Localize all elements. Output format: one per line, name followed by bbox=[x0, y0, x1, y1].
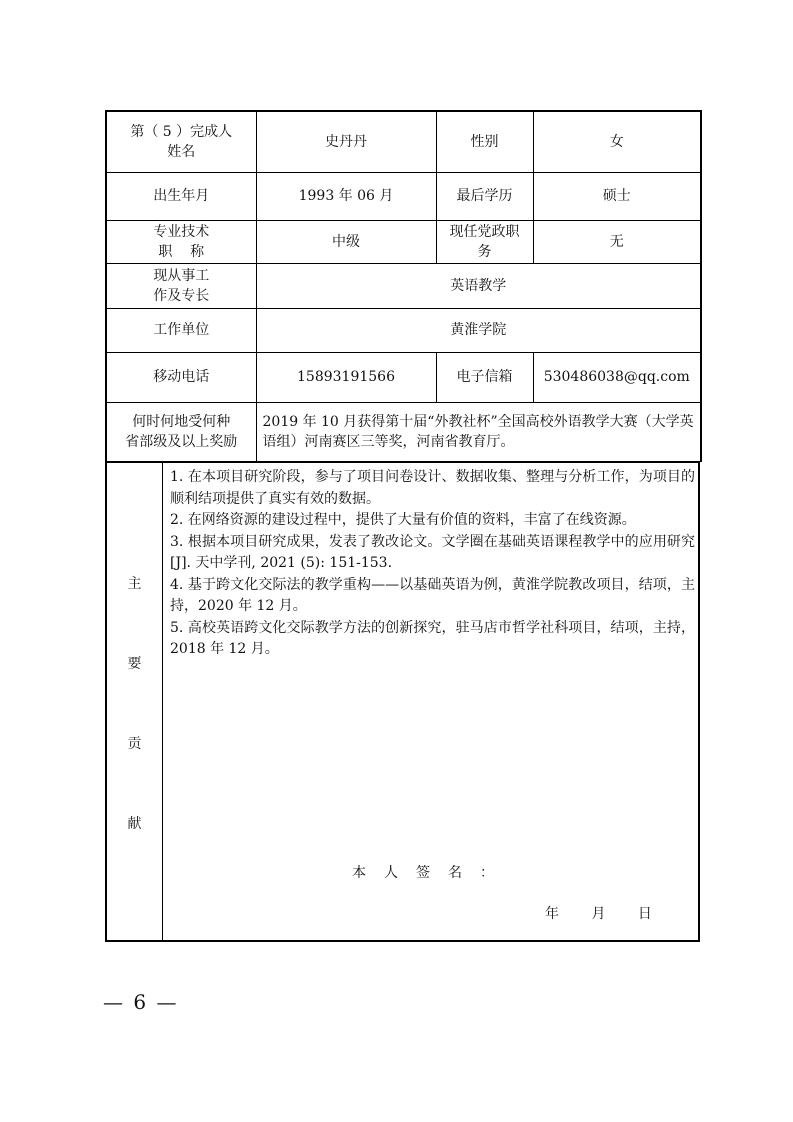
main-contribution-label bbox=[107, 463, 163, 940]
award-label: 何时何地受何种 省部级及以上奖励 bbox=[106, 402, 256, 461]
gender-value: 女 bbox=[533, 111, 701, 172]
list-item: 2. 在网络资源的建设过程中，提供了大量有价值的资料，丰富了在线资源。 bbox=[170, 512, 636, 528]
page-number: — 6 — bbox=[103, 990, 179, 1014]
date-label: 年 月 日 bbox=[545, 906, 652, 922]
education-value: 硕士 bbox=[533, 172, 701, 220]
table-row bbox=[106, 352, 701, 402]
label-char: 要 bbox=[127, 656, 142, 672]
list-item: 4. 基于跨文化交际法的教学重构——以基础英语为例，黄淮学院教改项目，结项，主持，2020 年 12 月。 bbox=[170, 576, 695, 614]
email-value: 530486038@qq.com bbox=[533, 352, 701, 402]
current-work-value: 英语教学 bbox=[256, 263, 701, 308]
list-item: 5. 高校英语跨文化交际教学方法的创新探究，驻马店市哲学社科项目，结项，主持，2018 年 12 月。 bbox=[170, 619, 695, 657]
list-item: 1. 在本项目研究阶段，参与了项目问卷设计、数据收集、整理与分析工作，为项目的顺利结项提供了真实有效的数据。 bbox=[170, 469, 695, 507]
work-unit-value: 黄淮学院 bbox=[256, 308, 701, 352]
birth-value: 1993 年 06 月 bbox=[256, 172, 436, 220]
label-char: 献 bbox=[127, 816, 142, 832]
party-post-value: 无 bbox=[533, 220, 701, 263]
signature-label: 本人签名： bbox=[352, 865, 512, 881]
professional-title-value: 中级 bbox=[256, 220, 436, 263]
work-unit-label: 工作单位 bbox=[106, 308, 256, 352]
completer-name-value: 史丹丹 bbox=[256, 111, 436, 172]
label-char: 主 bbox=[127, 576, 142, 592]
table-row bbox=[106, 172, 701, 220]
email-label: 电子信箱 bbox=[436, 352, 533, 402]
professional-title-label: 专业技术 职 称 bbox=[106, 220, 256, 263]
table-row bbox=[106, 402, 701, 461]
table-row bbox=[106, 263, 701, 308]
mobile-phone-value: 15893191566 bbox=[256, 352, 436, 402]
education-label: 最后学历 bbox=[436, 172, 533, 220]
list-item: 3. 根据本项目研究成果，发表了教改论文。文学圈在基础英语课程教学中的应用研究[J]. 天中学刊, 2021 (5): 151-153. bbox=[170, 533, 695, 571]
contribution-list bbox=[170, 467, 695, 661]
birth-label: 出生年月 bbox=[106, 172, 256, 220]
mobile-phone-label: 移动电话 bbox=[106, 352, 256, 402]
label-char: 贡 bbox=[127, 736, 142, 752]
party-post-label: 现任党政职 务 bbox=[436, 220, 533, 263]
completer-name-label: 第（ 5 ）完成人 姓名 bbox=[106, 111, 256, 172]
personal-info-table bbox=[105, 110, 702, 462]
table-row bbox=[106, 111, 701, 172]
award-value: 2019 年 10 月获得第十届“外教社杯”全国高校外语教学大赛（大学英语组）河南赛区三等奖，河南省教育厅。 bbox=[256, 402, 701, 461]
gender-label: 性别 bbox=[436, 111, 533, 172]
current-work-label: 现从事工 作及专长 bbox=[106, 263, 256, 308]
table-row bbox=[106, 308, 701, 352]
table-row bbox=[106, 220, 701, 263]
